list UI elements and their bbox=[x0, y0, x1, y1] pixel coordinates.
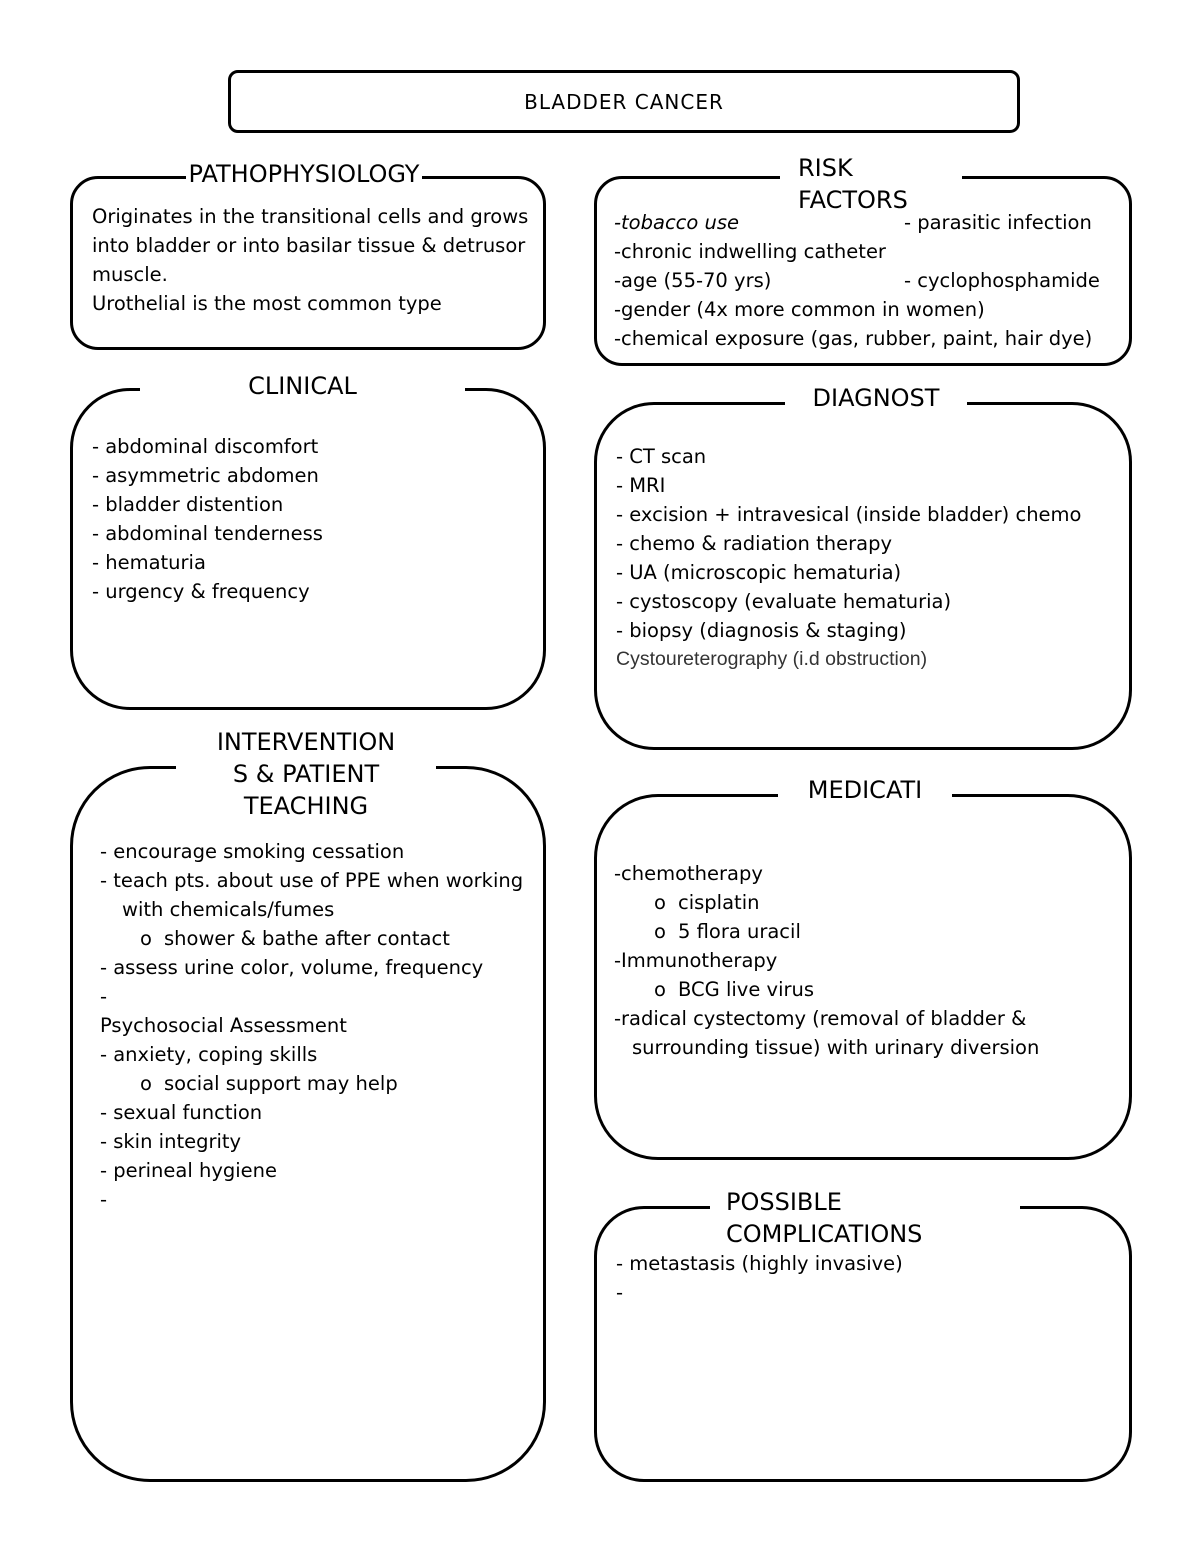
intervention-item: - encourage smoking cessation bbox=[100, 840, 405, 863]
diagnostic-item: - MRI bbox=[616, 474, 666, 497]
diagnostic-item: - cystoscopy (evaluate hematuria) bbox=[616, 590, 952, 613]
clinical-item: - urgency & frequency bbox=[92, 580, 310, 603]
intervention-item: Psychosocial Assessment bbox=[100, 1014, 347, 1037]
intervention-subitem: o social support may help bbox=[100, 1069, 523, 1098]
intervention-subitem: o shower & bathe after contact bbox=[100, 924, 523, 953]
risk-item: -chronic indwelling catheter bbox=[614, 240, 886, 263]
risk-item: -tobacco use bbox=[614, 211, 740, 234]
diagnostic-item: - CT scan bbox=[616, 445, 707, 468]
diagnostic-item: - chemo & radiation therapy bbox=[616, 532, 892, 555]
patho-line: muscle. bbox=[92, 263, 168, 286]
intervention-item: - anxiety, coping skills bbox=[100, 1043, 318, 1066]
risk-item: -age (55-70 yrs) bbox=[614, 269, 772, 292]
clinical-item: - asymmetric abdomen bbox=[92, 464, 319, 487]
diagnostic-extra: Cystoureterography (i.d obstruction) bbox=[616, 648, 928, 670]
diagnostic-item: - excision + intravesical (inside bladder) chemo bbox=[616, 503, 1082, 526]
title-box bbox=[228, 70, 1020, 133]
medications-list bbox=[614, 859, 1039, 1062]
medication-subitem: o BCG live virus bbox=[614, 975, 1039, 1004]
clinical-list bbox=[92, 432, 323, 606]
diagnostics-list bbox=[616, 442, 1081, 674]
clinical-item: - hematuria bbox=[92, 551, 206, 574]
complications-list bbox=[616, 1249, 903, 1307]
patho-line: into bladder or into basilar tissue & detrusor bbox=[92, 234, 526, 257]
intervention-item: - bbox=[100, 1188, 108, 1211]
risk-item: -gender (4x more common in women) bbox=[614, 298, 985, 321]
complication-item: - metastasis (highly invasive) bbox=[616, 1252, 903, 1275]
medication-subitem: o cisplatin bbox=[614, 888, 1039, 917]
risk-item: - parasitic infection bbox=[904, 211, 1092, 234]
complications-heading: POSSIBLE COMPLICATIONS bbox=[710, 1186, 1020, 1226]
medication-item: -chemotherapy bbox=[614, 862, 763, 885]
risk-factors-heading: RISK FACTORS bbox=[780, 152, 962, 192]
clinical-item: - bladder distention bbox=[92, 493, 284, 516]
pathophysiology-text bbox=[92, 202, 528, 318]
medication-item: surrounding tissue) with urinary diversion bbox=[632, 1036, 1040, 1059]
intervention-item: - bbox=[100, 985, 108, 1008]
page-title: BLADDER CANCER bbox=[524, 89, 724, 114]
patho-line: Urothelial is the most common type bbox=[92, 292, 442, 315]
complication-item: - bbox=[616, 1281, 624, 1304]
diagnostic-item: - biopsy (diagnosis & staging) bbox=[616, 619, 907, 642]
intervention-item: - perineal hygiene bbox=[100, 1159, 278, 1182]
medication-item: -Immunotherapy bbox=[614, 949, 778, 972]
medication-item: -radical cystectomy (removal of bladder & bbox=[614, 1007, 1027, 1030]
medication-subitem: o 5 flora uracil bbox=[614, 917, 1039, 946]
intervention-item: with chemicals/fumes bbox=[122, 898, 335, 921]
risk-item: - cyclophosphamide bbox=[904, 269, 1100, 292]
intervention-item: - sexual function bbox=[100, 1101, 263, 1124]
interventions-list bbox=[100, 837, 523, 1214]
clinical-item: - abdominal discomfort bbox=[92, 435, 319, 458]
patho-line: Originates in the transitional cells and grows bbox=[92, 205, 529, 228]
intervention-item: - assess urine color, volume, frequency bbox=[100, 956, 484, 979]
pathophysiology-heading: PATHOPHYSIOLOGY bbox=[186, 158, 422, 198]
clinical-item: - abdominal tenderness bbox=[92, 522, 323, 545]
intervention-item: - teach pts. about use of PPE when working bbox=[100, 869, 524, 892]
intervention-item: - skin integrity bbox=[100, 1130, 242, 1153]
risk-factors-list bbox=[614, 208, 1114, 353]
risk-item: -chemical exposure (gas, rubber, paint, hair dye) bbox=[614, 327, 1093, 350]
interventions-heading: INTERVENTION S & PATIENT TEACHING bbox=[176, 726, 436, 822]
clinical-heading: CLINICAL bbox=[140, 370, 465, 406]
diagnostics-heading: DIAGNOST bbox=[785, 382, 967, 418]
diagnostic-item: - UA (microscopic hematuria) bbox=[616, 561, 902, 584]
medications-heading: MEDICATI bbox=[778, 774, 952, 810]
